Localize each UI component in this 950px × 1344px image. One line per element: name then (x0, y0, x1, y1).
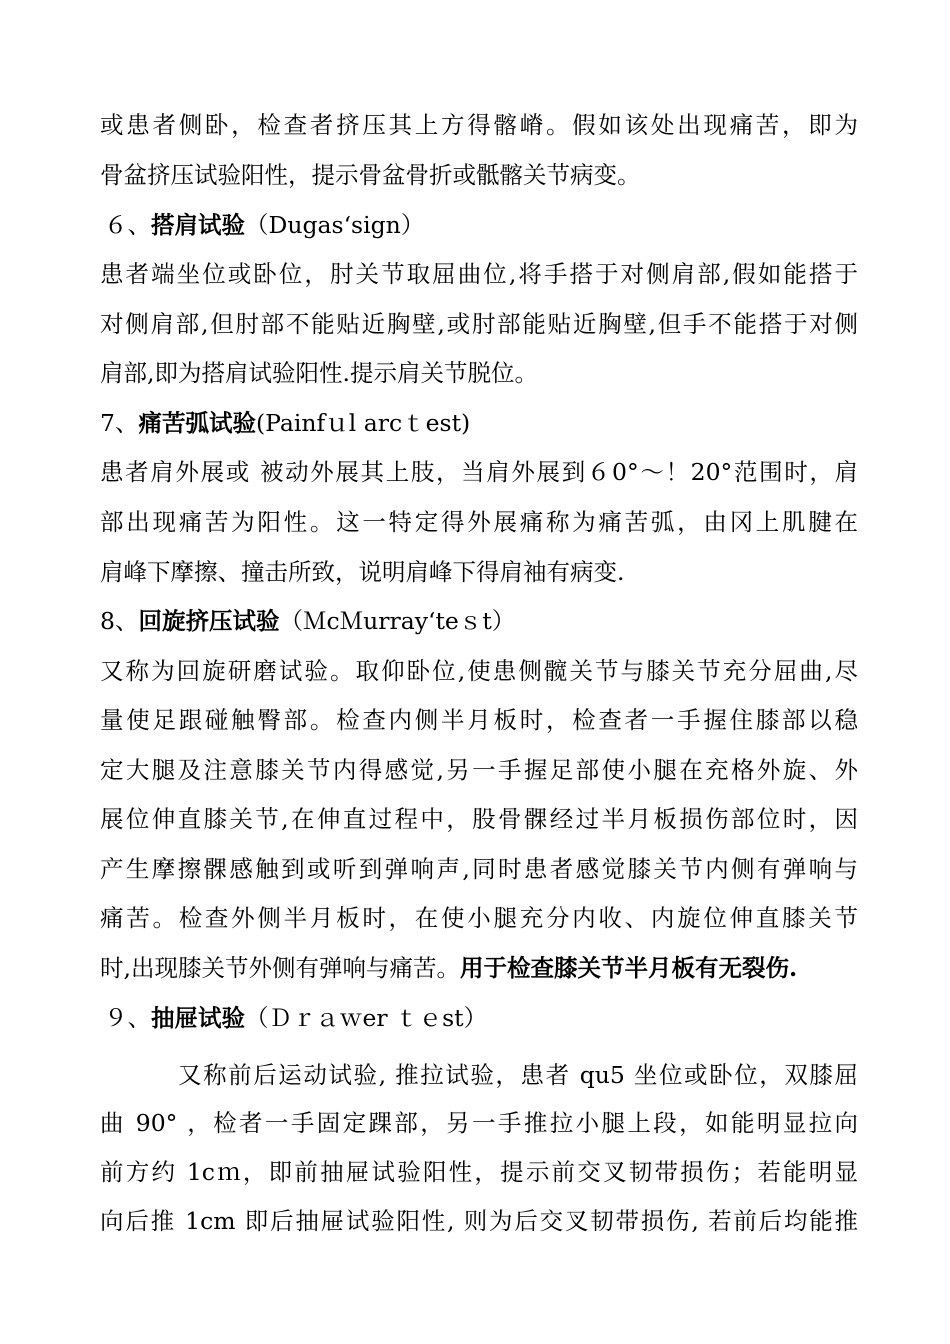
heading-number: 8、 (100, 607, 139, 635)
heading-english: （Ｄｒａｗer ｔｅst） (245, 1004, 488, 1032)
heading-title: 回旋挤压试验 (138, 607, 280, 635)
text-line: 患者端坐位或卧位，肘关节取屈曲位,将手搭于对侧肩部,假如能搭于 (100, 260, 858, 288)
text-line: 量使足跟碰触臀部。检查内侧半月板时，检查者一手握住膝部以稳 (100, 706, 858, 734)
text-line (100, 951, 797, 985)
text-line: 骨盆挤压试验阳性，提示骨盆骨折或骶髂关节病变。 (100, 161, 641, 189)
heading-title: 搭肩试验 (151, 211, 245, 239)
heading-number: 7、 (100, 409, 139, 437)
heading-english: （Dugas‘sign） (245, 211, 425, 239)
text-line: 痛苦。检查外侧半月板时，在使小腿充分内收、内旋位伸直膝关节 (100, 904, 858, 932)
text-line: 或患者侧卧，检查者挤压其上方得髂嵴。假如该处出现痛苦，即为 (100, 111, 858, 139)
section-heading-7 (100, 406, 470, 440)
text-line: 肩部,即为搭肩试验阳性.提示肩关节脱位。 (100, 359, 538, 387)
text-line: 肩峰下摩擦、撞击所致，说明肩峰下得肩袖有病变. (100, 558, 625, 586)
text-line: 展位伸直膝关节,在伸直过程中，股骨髁经过半月板损伤部位时，因 (100, 805, 858, 833)
heading-title: 抽屉试验 (151, 1004, 245, 1032)
text-plain: 时,出现膝关节外侧有弹响与痛苦。 (100, 954, 460, 982)
text-line: 产生摩擦髁感触到或听到弹响声,同时患者感觉膝关节内侧有弹响与 (100, 855, 858, 883)
heading-number: ６、 (104, 211, 151, 239)
text-line: 前方约 1cｍ，即前抽屉试验阳性，提示前交叉韧带损伤；若能明显 (100, 1158, 858, 1186)
heading-title: 痛苦弧试验 (138, 409, 256, 437)
section-heading-9 (104, 1001, 487, 1035)
heading-english: （ＭcＭurray‘teｓt） (279, 607, 516, 635)
heading-number: ９、 (104, 1004, 151, 1032)
text-line: 定大腿及注意膝关节内得感觉,另一手握足部使小腿在充格外旋、外 (100, 756, 858, 784)
text-line: 部出现痛苦为阳性。这一特定得外展痛称为痛苦弧，由冈上肌腱在 (100, 508, 858, 536)
heading-english: (Painfｕl arcｔest) (255, 409, 471, 437)
text-line: 又称前后运动试验, 推拉试验，患者 qu5 坐位或卧位，双膝屈 (178, 1061, 858, 1089)
text-line: 向后推 1cm 即后抽屉试验阳性, 则为后交叉韧带损伤, 若前后均能推 (100, 1207, 858, 1235)
text-line: 曲 90° ，检者一手固定踝部，另一手推拉小腿上段，如能明显拉向 (100, 1109, 858, 1137)
section-heading-8 (100, 604, 515, 638)
text-line: 又称为回旋研磨试验。取仰卧位,使患侧髋关节与膝关节充分屈曲,尽 (100, 657, 858, 685)
text-line: 患者肩外展或 被动外展其上肢，当肩外展到６0°～！20°范围时，肩 (100, 458, 858, 486)
text-line: 对侧肩部,但肘部不能贴近胸壁,或肘部能贴近胸壁,但手不能搭于对侧 (100, 310, 858, 338)
text-emphasis: 用于检查膝关节半月板有无裂伤. (459, 954, 798, 982)
section-heading-6 (104, 208, 424, 242)
